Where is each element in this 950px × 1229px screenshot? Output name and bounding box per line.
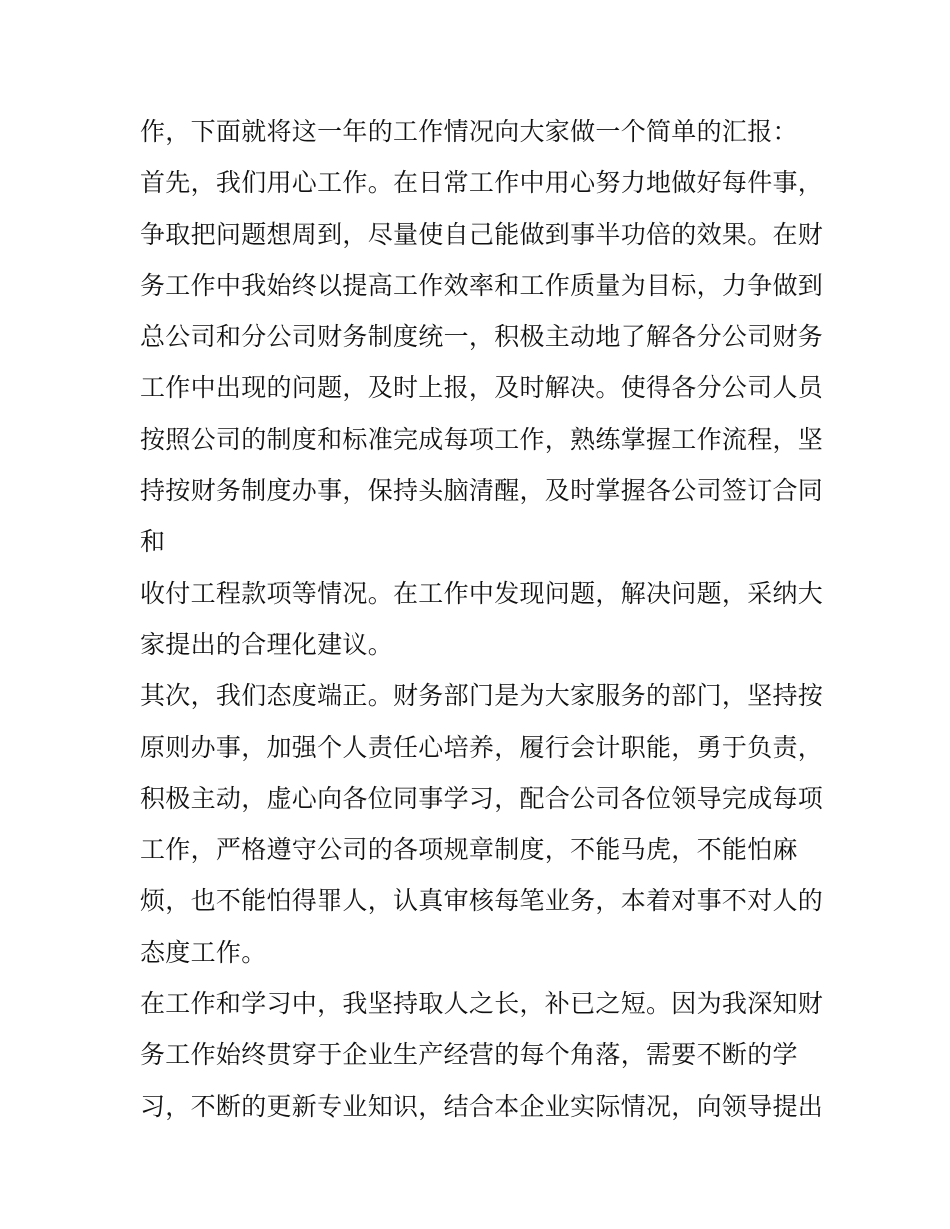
text-line: 其次，我们态度端正。财务部门是为大家服务的部门，坚持按 <box>140 681 824 711</box>
document-body <box>140 106 824 1132</box>
text-line: 总公司和分公司财务制度统一，积极主动地了解各分公司财务 <box>140 322 824 352</box>
text-line: 首先，我们用心工作。在日常工作中用心努力地做好每件事， <box>140 168 824 198</box>
text-line: 习，不断的更新专业知识，结合本企业实际情况，向领导提出 <box>140 1091 824 1121</box>
text-line: 积极主动，虚心向各位同事学习，配合公司各位领导完成每项 <box>140 783 824 813</box>
text-line: 务工作始终贯穿于企业生产经营的每个角落，需要不断的学 <box>140 1040 798 1070</box>
text-line: 争取把问题想周到，尽量使自己能做到事半功倍的效果。在财 <box>140 219 824 249</box>
text-line: 家提出的合理化建议。 <box>140 629 394 659</box>
text-line: 收付工程款项等情况。在工作中发现问题，解决问题，采纳大 <box>140 578 824 608</box>
text-line: 原则办事，加强个人责任心培养，履行会计职能，勇于负责， <box>140 732 824 762</box>
text-line: 工作中出现的问题，及时上报，及时解决。使得各分公司人员 <box>140 373 824 403</box>
text-line: 烦，也不能怕得罪人，认真审核每笔业务，本着对事不对人的 <box>140 886 824 916</box>
text-line: 持按财务制度办事，保持头脑清醒，及时掌握各公司签订合同 <box>140 476 824 506</box>
text-line: 在工作和学习中，我坚持取人之长，补已之短。因为我深知财 <box>140 989 824 1019</box>
text-line: 工作，严格遵守公司的各项规章制度，不能马虎，不能怕麻 <box>140 835 798 865</box>
text-line: 按照公司的制度和标准完成每项工作，熟练掌握工作流程，坚 <box>140 424 824 454</box>
text-line: 务工作中我始终以提高工作效率和工作质量为目标，力争做到 <box>140 270 824 300</box>
text-line: 和 <box>140 527 166 557</box>
text-line: 态度工作。 <box>140 937 267 967</box>
text-line: 作，下面就将这一年的工作情况向大家做一个简单的汇报： <box>140 117 798 146</box>
